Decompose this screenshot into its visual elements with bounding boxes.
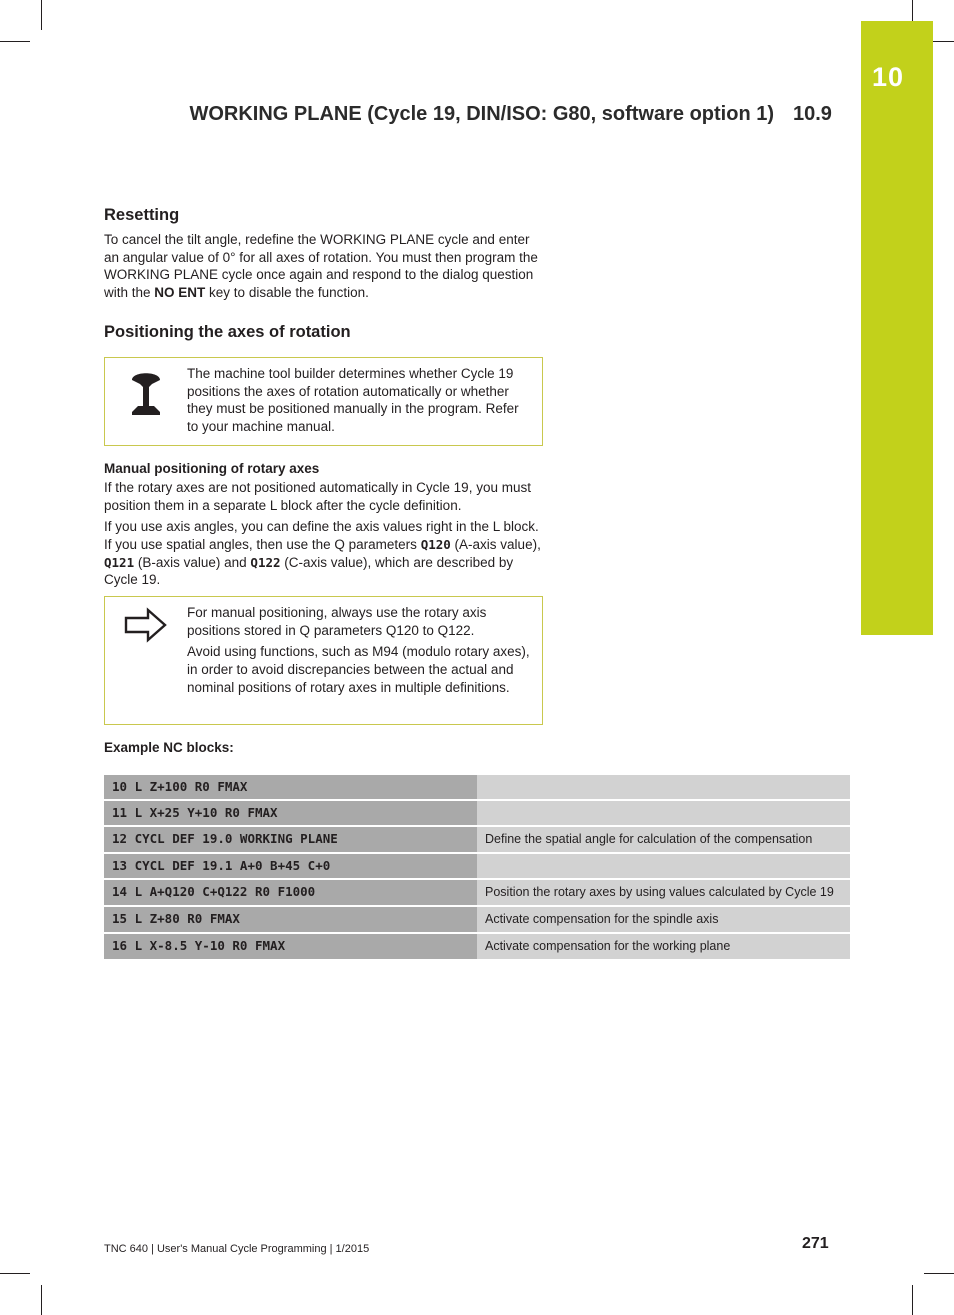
crop-mark: [0, 41, 30, 42]
nc-code: 11 L X+25 Y+10 R0 FMAX: [104, 801, 477, 825]
footer-text: TNC 640 | User's Manual Cycle Programming | 1/2015: [104, 1243, 370, 1255]
table-row: [104, 880, 850, 905]
table-row: [104, 854, 850, 878]
section-number: 10.9: [793, 103, 832, 125]
table-row: [104, 827, 850, 852]
q-parameter: Q120: [420, 536, 451, 552]
nc-description: Position the rotary axes by using values calculated by Cycle 19: [477, 880, 850, 905]
table-row: [104, 907, 850, 932]
nc-code: 15 L Z+80 R0 FMAX: [104, 907, 477, 932]
heading-resetting: Resetting: [104, 206, 180, 224]
machine-tool-builder-icon: [105, 358, 187, 445]
q-parameter: Q121: [104, 554, 135, 570]
machine-note-box: [104, 357, 543, 446]
crop-mark: [912, 1285, 913, 1315]
manual-paragraph-2: If you use axis angles, you can define the axis values right in the L block. If you use spatial angles, then use the Q parameters Q120 (A-axis value), Q121 (B-axis value) and Q122 (C-axis value), which are described by Cycle 19.: [104, 519, 541, 588]
nc-code: 13 CYCL DEF 19.1 A+0 B+45 C+0: [104, 854, 477, 878]
nc-description: Define the spatial angle for calculation of the compensation: [477, 827, 850, 852]
chapter-tab: [861, 21, 933, 635]
crop-mark: [41, 0, 42, 30]
key-name: NO ENT: [154, 285, 206, 301]
tip-text-2: Avoid using functions, such as M94 (modulo rotary axes), in order to avoid discrepancies between the actual and nominal positions of rotary axes in multiple definitions.: [187, 644, 530, 695]
nc-description: [477, 854, 850, 878]
table-row: [104, 801, 850, 825]
nc-blocks-table: [104, 773, 850, 961]
nc-code: 12 CYCL DEF 19.0 WORKING PLANE: [104, 827, 477, 852]
heading-positioning: Positioning the axes of rotation: [104, 322, 351, 341]
nc-description: Activate compensation for the spindle axis: [477, 907, 850, 932]
machine-note-text: The machine tool builder determines whether Cycle 19 positions the axes of rotation automatically or whether they must be positioned manually in the program. Refer to your machine manual.: [187, 365, 519, 434]
nc-code: 16 L X-8.5 Y-10 R0 FMAX: [104, 934, 477, 959]
nc-description: [477, 801, 850, 825]
running-header-title: WORKING PLANE (Cycle 19, DIN/ISO: G80, software option 1): [189, 103, 774, 125]
crop-mark: [924, 1273, 954, 1274]
page-number: 271: [802, 1235, 829, 1252]
nc-code: 14 L A+Q120 C+Q122 R0 F1000: [104, 880, 477, 905]
main-content: [104, 206, 544, 755]
crop-mark: [41, 1285, 42, 1315]
tip-text-1: For manual positioning, always use the rotary axis positions stored in Q parameters Q120 to Q122.: [187, 605, 487, 638]
manual-paragraph-1: If the rotary axes are not positioned automatically in Cycle 19, you must position them in a separate L block after the cycle definition.: [104, 479, 531, 513]
table-row: [104, 775, 850, 799]
chapter-number: 10: [872, 62, 905, 92]
q-parameter: Q122: [250, 554, 281, 570]
nc-description: Activate compensation for the working plane: [477, 934, 850, 959]
crop-mark: [0, 1273, 30, 1274]
heading-manual-positioning: Manual positioning of rotary axes: [104, 460, 320, 476]
arrow-right-icon: [105, 597, 187, 724]
nc-description: [477, 775, 850, 799]
nc-code: 10 L Z+100 R0 FMAX: [104, 775, 477, 799]
heading-example: Example NC blocks:: [104, 740, 234, 756]
table-row: [104, 934, 850, 959]
resetting-paragraph: To cancel the tilt angle, redefine the WORKING PLANE cycle and enter an angular value of 0° for all axes of rotation. You must then program the WORKING PLANE cycle once again and respond to the dialog question with the NO ENT key to disable the function.: [104, 232, 538, 301]
tip-note-box: [104, 596, 543, 725]
